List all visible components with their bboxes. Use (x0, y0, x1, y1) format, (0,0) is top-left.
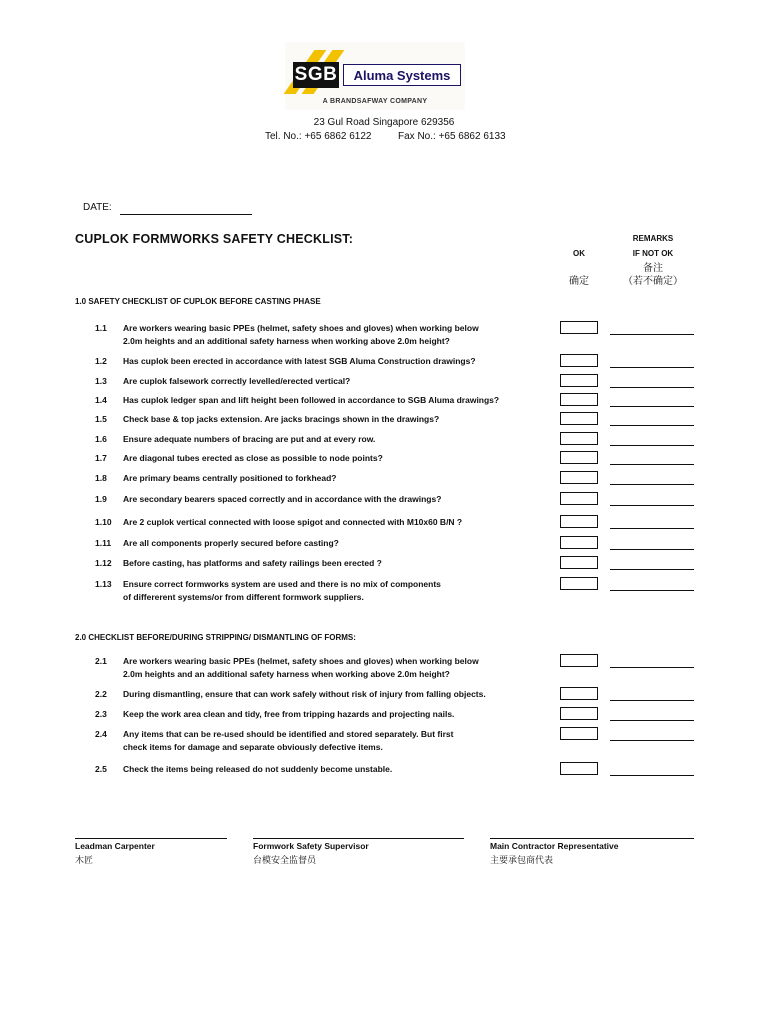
remarks-field-1-2[interactable] (610, 367, 694, 368)
checklist-question-1-13 (123, 578, 441, 604)
ok-checkbox-1-3[interactable] (560, 374, 598, 387)
question-line: Ensure correct formworks system are used and there is no mix of components (123, 579, 441, 589)
item-number-2-3: 2.3 (95, 709, 107, 719)
item-number-1-13: 1.13 (95, 579, 112, 589)
item-number-1-10: 1.10 (95, 517, 112, 527)
section-1-title: 1.0 SAFETY CHECKLIST OF CUPLOK BEFORE CASTING PHASE (75, 297, 321, 306)
remarks-field-1-6[interactable] (610, 445, 694, 446)
remarks-field-2-4[interactable] (610, 740, 694, 741)
question-line: Are cuplok falsework correctly levelled/erected vertical? (123, 376, 351, 386)
signature-line-leadman[interactable] (75, 838, 227, 839)
date-label: DATE: (83, 202, 112, 213)
remarks-field-2-1[interactable] (610, 667, 694, 668)
question-line: Are primary beams centrally positioned to forkhead? (123, 473, 337, 483)
ok-checkbox-1-4[interactable] (560, 393, 598, 406)
remarks-field-2-5[interactable] (610, 775, 694, 776)
question-line: Are all components properly secured before casting? (123, 538, 339, 548)
signature-label-leadman-cn: 木匠 (75, 855, 94, 865)
question-line: Are diagonal tubes erected as close as possible to node points? (123, 453, 383, 463)
page-title: CUPLOK FORMWORKS SAFETY CHECKLIST: (75, 232, 354, 246)
logo-tagline: A BRANDSAFWAY COMPANY (322, 98, 428, 105)
ok-checkbox-2-5[interactable] (560, 762, 598, 775)
question-line: Keep the work area clean and tidy, free from tripping hazards and projecting nails. (123, 709, 455, 719)
ok-checkbox-1-2[interactable] (560, 354, 598, 367)
question-line: 2.0m heights and an additional safety harness when working above 2.0m height? (123, 336, 450, 346)
remarks-field-2-3[interactable] (610, 720, 694, 721)
if-not-ok-header-cn: （若不确定） (623, 276, 683, 287)
fax-number: Fax No.: +65 6862 6133 (398, 131, 506, 142)
question-line: 2.0m heights and an additional safety harness when working above 2.0m height? (123, 669, 450, 679)
ok-checkbox-1-13[interactable] (560, 577, 598, 590)
checklist-question-1-5 (123, 413, 439, 426)
signature-line-contractor[interactable] (490, 838, 694, 839)
remarks-field-1-13[interactable] (610, 590, 694, 591)
checklist-question-1-7 (123, 452, 383, 465)
item-number-2-5: 2.5 (95, 764, 107, 774)
ok-checkbox-1-5[interactable] (560, 412, 598, 425)
item-number-1-9: 1.9 (95, 494, 107, 504)
question-line: Has cuplok been erected in accordance with latest SGB Aluma Construction drawings? (123, 356, 476, 366)
ok-checkbox-1-7[interactable] (560, 451, 598, 464)
checklist-question-1-3 (123, 375, 350, 388)
question-line: Are secondary bearers spaced correctly and in accordance with the drawings? (123, 494, 442, 504)
logo-product: Aluma Systems (343, 64, 461, 86)
remarks-field-1-9[interactable] (610, 505, 694, 506)
checklist-question-2-5 (123, 763, 392, 776)
item-number-1-3: 1.3 (95, 376, 107, 386)
ok-checkbox-1-8[interactable] (560, 471, 598, 484)
ok-checkbox-2-1[interactable] (560, 654, 598, 667)
if-not-ok-header: IF NOT OK (632, 249, 674, 258)
remarks-field-1-5[interactable] (610, 425, 694, 426)
ok-checkbox-2-4[interactable] (560, 727, 598, 740)
ok-column-header-cn: 确定 (569, 276, 589, 287)
ok-checkbox-1-10[interactable] (560, 515, 598, 528)
question-line: check items for damage and separate obviously defective items. (123, 742, 383, 752)
remarks-field-1-12[interactable] (610, 569, 694, 570)
remarks-header-cn: 备注 (643, 263, 663, 274)
checklist-question-1-6 (123, 433, 375, 446)
remarks-column-header: REMARKS (632, 234, 674, 243)
item-number-1-5: 1.5 (95, 414, 107, 424)
item-number-1-2: 1.2 (95, 356, 107, 366)
ok-checkbox-1-11[interactable] (560, 536, 598, 549)
signature-label-supervisor: Formwork Safety Supervisor (253, 841, 369, 851)
section-2-title: 2.0 CHECKLIST BEFORE/DURING STRIPPING/ DISMANTLING OF FORMS: (75, 633, 356, 642)
checklist-question-1-1 (123, 322, 479, 348)
question-line: Check the items being released do not suddenly become unstable. (123, 764, 393, 774)
remarks-field-1-4[interactable] (610, 406, 694, 407)
question-line: of differerent systems/or from different formwork suppliers. (123, 592, 364, 602)
checklist-question-2-4 (123, 728, 453, 754)
ok-checkbox-1-12[interactable] (560, 556, 598, 569)
question-line: Are workers wearing basic PPEs (helmet, safety shoes and gloves) when working below (123, 656, 479, 666)
signature-label-contractor: Main Contractor Representative (490, 841, 619, 851)
question-line: Any items that can be re-used should be identified and stored separately. But first (123, 729, 454, 739)
item-number-1-1: 1.1 (95, 323, 107, 333)
remarks-field-1-3[interactable] (610, 387, 694, 388)
ok-checkbox-1-1[interactable] (560, 321, 598, 334)
question-line: During dismantling, ensure that can work safely without risk of injury from falling objects. (123, 689, 486, 699)
remarks-field-1-8[interactable] (610, 484, 694, 485)
telephone-number: Tel. No.: +65 6862 6122 (265, 131, 372, 142)
signature-label-supervisor-cn: 台模安全监督员 (253, 855, 317, 865)
ok-checkbox-1-6[interactable] (560, 432, 598, 445)
remarks-field-1-7[interactable] (610, 464, 694, 465)
checklist-question-1-2 (123, 355, 476, 368)
item-number-2-1: 2.1 (95, 656, 107, 666)
signature-label-leadman: Leadman Carpenter (75, 841, 155, 851)
remarks-field-2-2[interactable] (610, 700, 694, 701)
checklist-question-1-8 (123, 472, 337, 485)
question-line: Before casting, has platforms and safety railings been erected ? (123, 558, 382, 568)
ok-checkbox-2-2[interactable] (560, 687, 598, 700)
question-line: Are workers wearing basic PPEs (helmet, safety shoes and gloves) when working below (123, 323, 479, 333)
logo-brand: SGB (293, 62, 339, 88)
checklist-question-1-9 (123, 493, 441, 506)
item-number-1-12: 1.12 (95, 558, 112, 568)
checklist-question-2-3 (123, 708, 454, 721)
item-number-1-7: 1.7 (95, 453, 107, 463)
item-number-2-4: 2.4 (95, 729, 107, 739)
question-line: Are 2 cuplok vertical connected with loose spigot and connected with M10x60 B/N ? (123, 517, 463, 527)
item-number-2-2: 2.2 (95, 689, 107, 699)
checklist-question-2-2 (123, 688, 486, 701)
item-number-1-4: 1.4 (95, 395, 107, 405)
checklist-question-1-11 (123, 537, 339, 550)
question-line: Check base & top jacks extension. Are jacks bracings shown in the drawings? (123, 414, 440, 424)
item-number-1-6: 1.6 (95, 434, 107, 444)
checklist-question-1-10 (123, 516, 462, 529)
company-address: 23 Gul Road Singapore 629356 (313, 117, 455, 128)
item-number-1-11: 1.11 (95, 538, 112, 548)
remarks-field-1-1[interactable] (610, 334, 694, 335)
signature-line-supervisor[interactable] (253, 838, 464, 839)
ok-checkbox-2-3[interactable] (560, 707, 598, 720)
ok-column-header: OK (573, 249, 585, 258)
date-field[interactable] (120, 214, 252, 215)
remarks-field-1-10[interactable] (610, 528, 694, 529)
checklist-question-1-12 (123, 557, 382, 570)
question-line: Has cuplok ledger span and lift height been followed in accordance to SGB Aluma drawings? (123, 395, 500, 405)
checklist-question-1-4 (123, 394, 499, 407)
remarks-field-1-11[interactable] (610, 549, 694, 550)
company-logo (285, 42, 465, 110)
signature-label-contractor-cn: 主要承包商代表 (490, 855, 554, 865)
ok-checkbox-1-9[interactable] (560, 492, 598, 505)
question-line: Ensure adequate numbers of bracing are put and at every row. (123, 434, 376, 444)
checklist-question-2-1 (123, 655, 479, 681)
item-number-1-8: 1.8 (95, 473, 107, 483)
